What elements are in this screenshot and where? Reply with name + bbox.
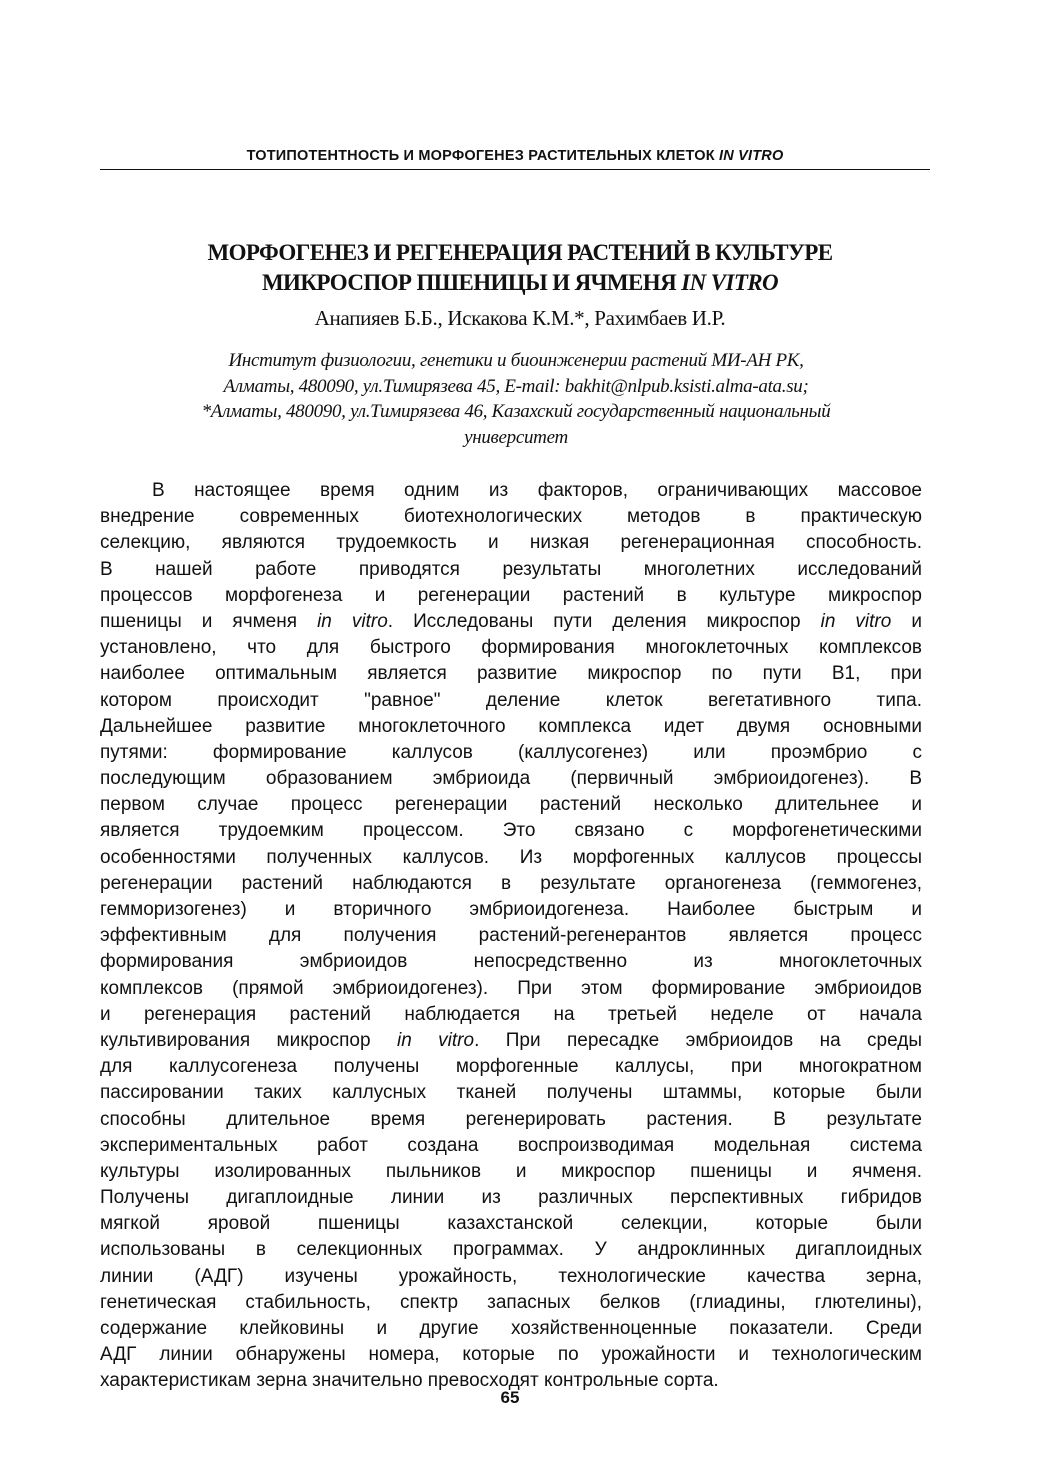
body-line: формирования эмбриоидов непосредственно из многоклеточных [100,951,922,973]
authors: Анапияев Б.Б., Искакова К.М.*, Рахимбаев И.Р. [314,306,726,330]
body-line: комплексов (прямой эмбриоидогенез). При этом формирование эмбриоидов [100,977,922,999]
body-line: процессов морфогенеза и регенерации растений в культуре микроспор [100,584,922,606]
body-line: селекцию, являются трудоемкость и низкая регенерационная способность. [100,532,922,554]
article-title [110,238,930,298]
body-line: культуры изолированных пыльников и микроспор пшеницы и ячменя. [100,1160,922,1182]
body-line: для каллусогенеза получены морфогенные каллусы, при многократном [100,1056,922,1078]
body-line: содержание клейковины и другие хозяйственноценные показатели. Среди [100,1318,922,1339]
body-line: линии (АДГ) изучены урожайность, технологические качества зерна, [100,1265,922,1287]
title-line-1: МОРФОГЕНЕЗ И РЕГЕНЕРАЦИЯ РАСТЕНИЙ В КУЛЬТУРЕ [207,240,833,265]
body-line: использованы в селекционных программах. У андроклинных дигаплоидных [100,1239,922,1261]
affiliation-line: Институт физиологии, генетики и биоинженерии растений МИ-АН РК, [228,350,804,371]
body-line: и регенерация растений наблюдается на третьей неделе от начала [100,1003,922,1025]
body-line: способны длительное время регенерировать растения. В результате [100,1108,922,1130]
body-line: генетическая стабильность, спектр запасных белков (глиадины, глютелины), [100,1291,922,1313]
body-line: установлено, что для быстрого формирования многоклеточных комплексов [100,637,922,659]
body-line: Получены дигаплоидные линии из различных перспективных гибридов [100,1187,922,1209]
running-header-italic: IN VITRO [718,148,784,164]
body-line: наиболее оптимальным является развитие микроспор по пути B1, при [100,663,922,685]
body-line: пшеницы и ячменя in vitro. Исследованы пути деления микроспор in vitro и [100,610,922,632]
body-line: регенерации растений наблюдаются в результате органогенеза (геммогенез, [100,872,922,894]
affiliation-line: *Алматы, 480090, ул.Тимирязева 46, Казахский государственный национальный [201,401,831,422]
title-line-2-text: МИКРОСПОР ПШЕНИЦЫ И ЯЧМЕНЯ [261,270,677,295]
running-header [100,148,930,164]
body-line: эффективным для получения растений-регенерантов является процесс [100,925,922,947]
body-line: первом случае процесс регенерации растений несколько длительнее и [100,794,922,816]
body-line: культивирования микроспор in vitro. При пересадке эмбриоидов на среды [100,1029,922,1051]
body-line: путями: формирование каллусов (каллусогенез) или проэмбрио с [100,741,922,763]
affiliation-line: Алматы, 480090, ул.Тимирязева 45, E-mail: bakhit@nlpub.ksisti.alma-ata.su; [223,375,809,397]
title-line-2-italic: IN VITRO [681,270,779,295]
body-line: является трудоемким процессом. Это связано с морфогенетическими [100,820,922,842]
header-rule [100,169,930,170]
body-line: мягкой яровой пшеницы казахстанской селекции, которые были [100,1213,922,1235]
body-line: характеристикам зерна значительно превосходят контрольные сорта. [100,1370,719,1392]
affiliation [102,348,930,450]
running-header-title: ТОТИПОТЕНТНОСТЬ И МОРФОГЕНЕЗ РАСТИТЕЛЬНЫХ КЛЕТОК [246,148,715,164]
title-line-2 [110,268,930,298]
body-line: АДГ линии обнаружены номера, которые по урожайности и технологическим [100,1344,922,1366]
abstract-body [100,478,922,1395]
affiliation-line: университет [464,426,568,448]
body-line: особенностями полученных каллусов. Из морфогенных каллусов процессы [100,846,922,868]
body-line: В настоящее время одним из факторов, ограничивающих массовое [152,480,922,501]
body-line: Дальнейшее развитие многоклеточного комплекса идет двумя основными [100,715,922,737]
body-line: экспериментальных работ создана воспроизводимая модельная система [100,1134,922,1156]
body-line: последующим образованием эмбриоида (первичный эмбриоидогенез). В [100,768,922,790]
body-line: внедрение современных биотехнологических методов в практическую [100,506,922,528]
body-line: пассировании таких каллусных тканей получены штаммы, которые были [100,1082,922,1104]
body-line: гемморизогенез) и вторичного эмбриоидогенеза. Наиболее быстрым и [100,899,922,920]
page-number: 65 [500,1388,520,1407]
body-line: В нашей работе приводятся результаты многолетних исследований [100,558,922,580]
body-line: котором происходит "равное" деление клеток вегетативного типа. [100,689,922,711]
